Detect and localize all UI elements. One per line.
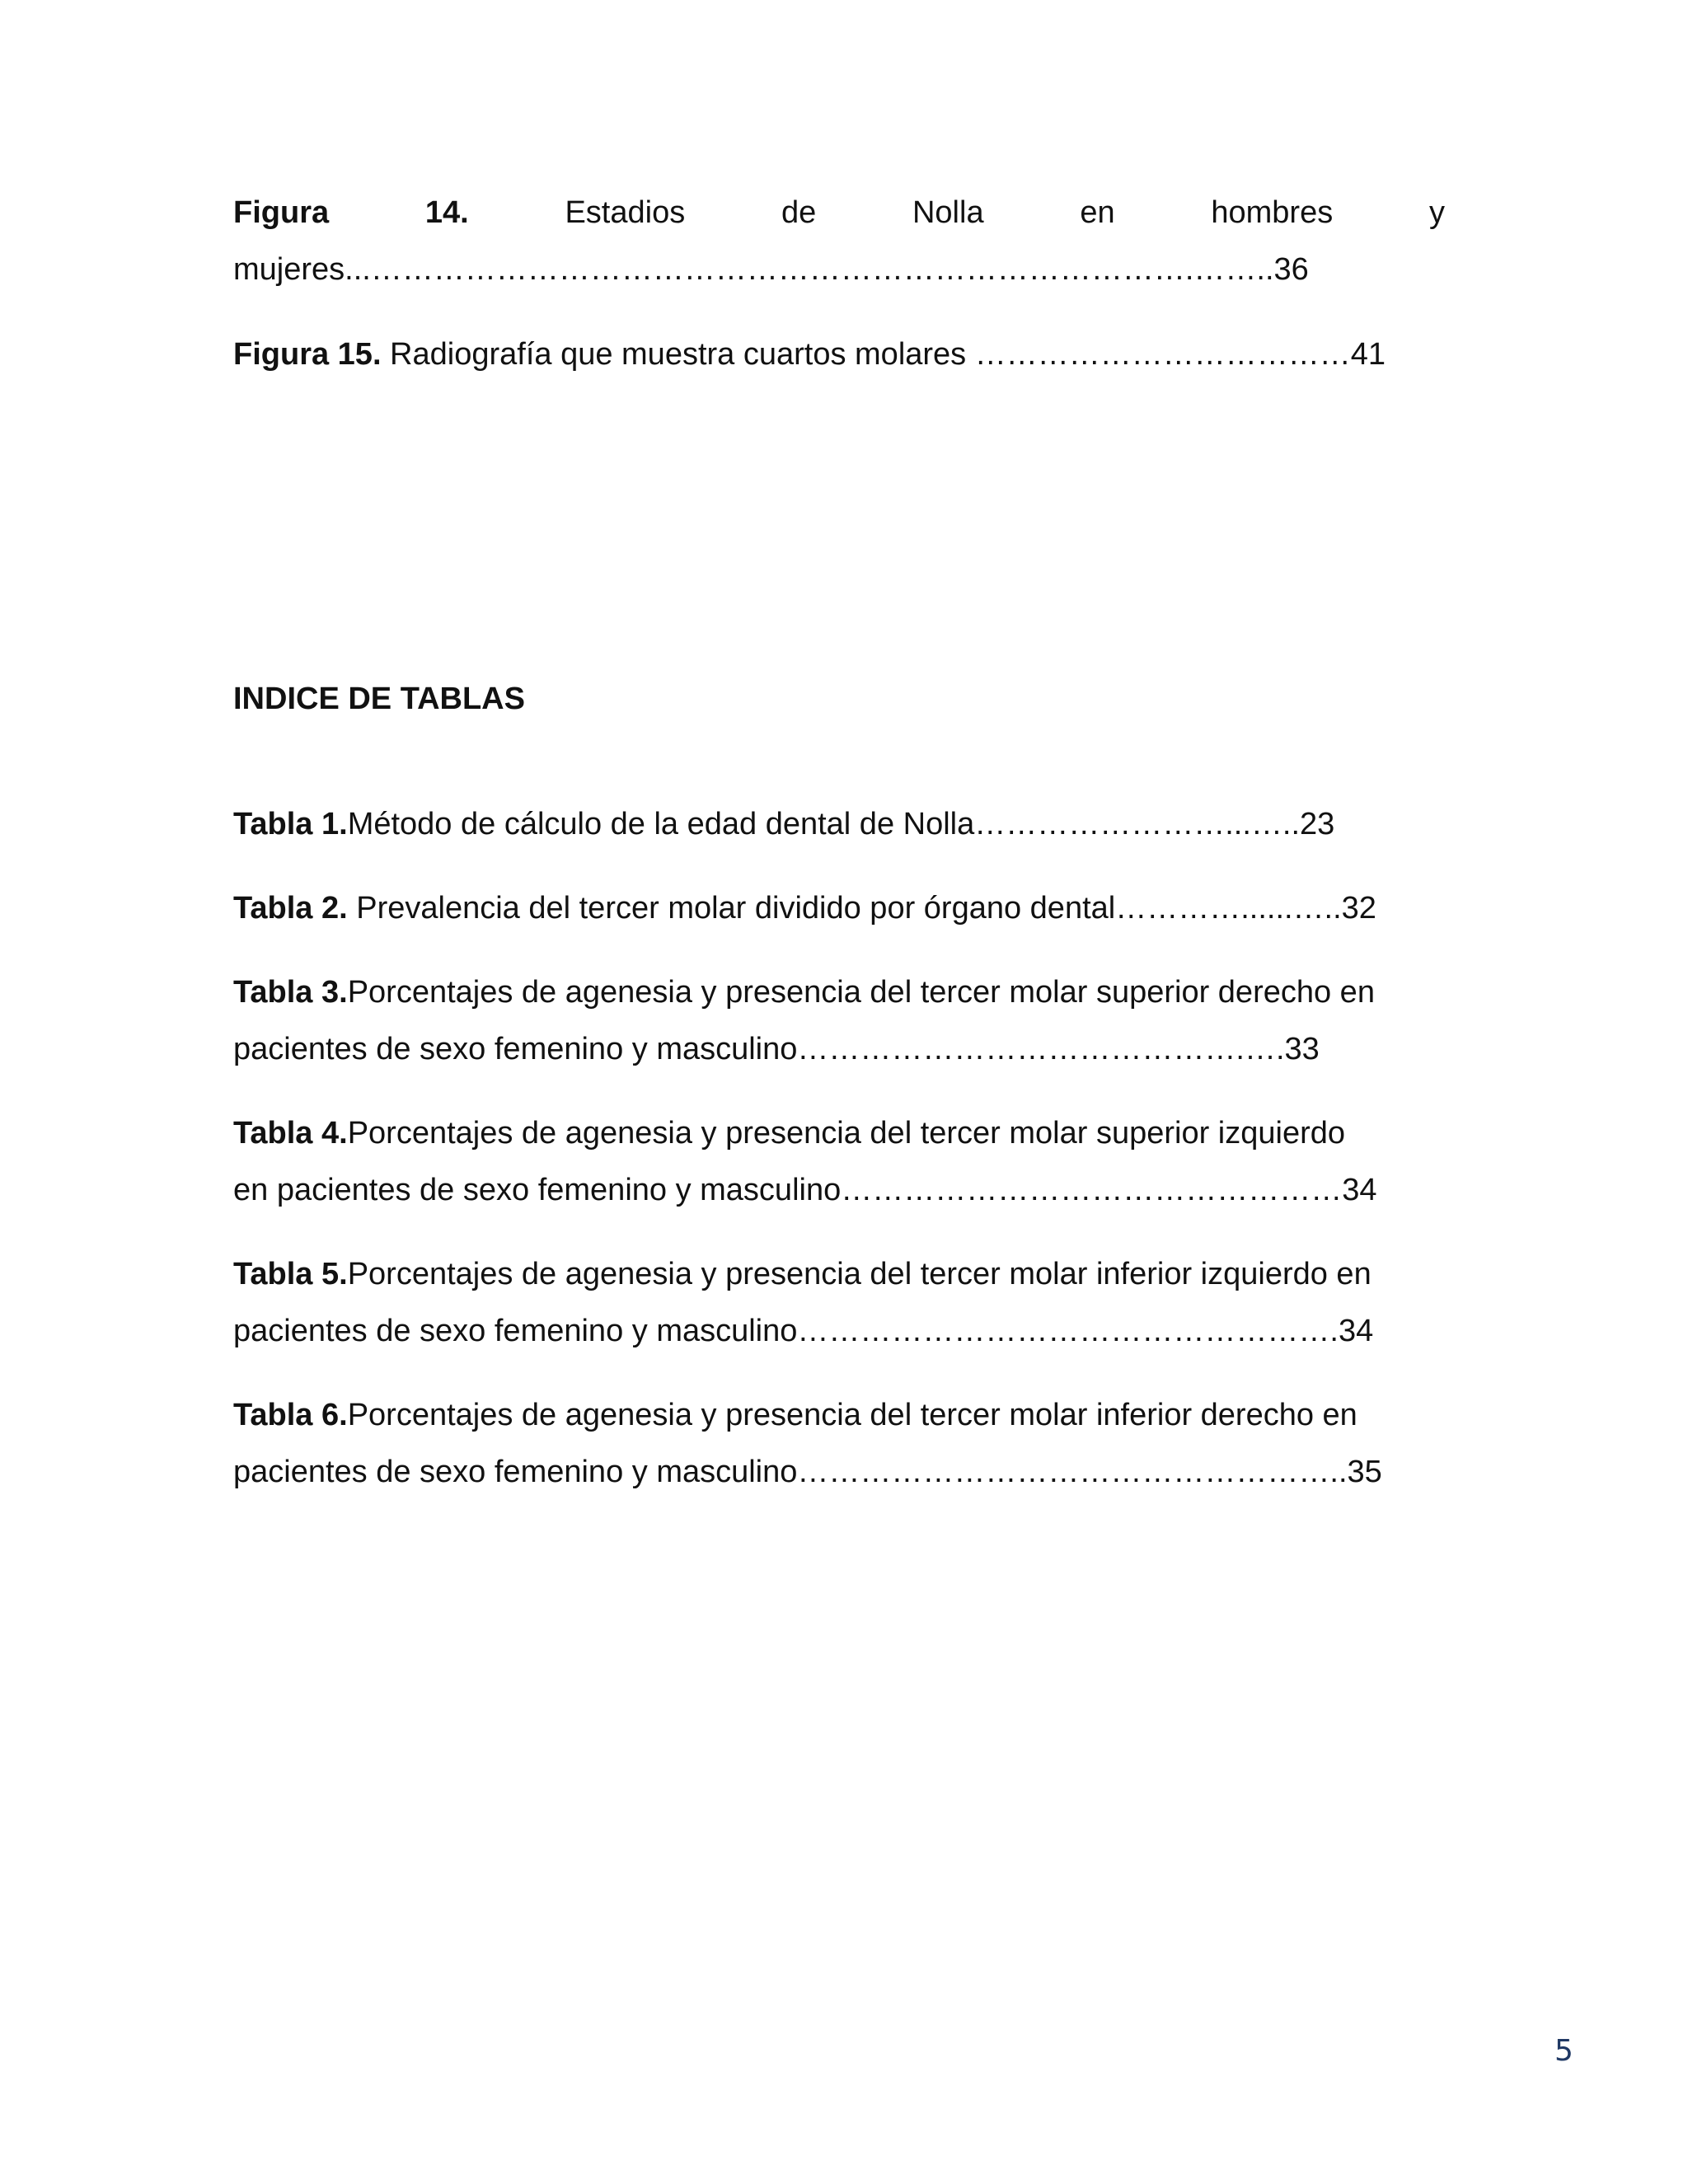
table-3-continuation: pacientes de sexo femenino y masculino…………………………………….….33 (233, 1032, 1320, 1066)
table-2-text: Prevalencia del tercer molar dividido por órgano dental…………......…..32 (347, 891, 1376, 926)
table-6-continuation: pacientes de sexo femenino y masculino……………………………………………..35 (233, 1455, 1382, 1489)
figure-14-word: de (781, 195, 817, 230)
table-4-label: Tabla 4. (233, 1116, 348, 1151)
table-2-label: Tabla 2. (233, 891, 348, 926)
table-6-label: Tabla 6. (233, 1398, 348, 1432)
figure-entry-14 (233, 185, 1445, 298)
table-2-line (233, 880, 1445, 937)
figure-14-word: 14. (424, 195, 469, 230)
figure-14-word: Estadios (565, 195, 686, 230)
table-6-text: Porcentajes de agenesia y presencia del tercer molar inferior derecho en (347, 1398, 1357, 1432)
table-1-text: Método de cálculo de la edad dental de Nolla……………………...…..23 (347, 807, 1335, 841)
table-1-label: Tabla 1. (233, 807, 348, 841)
table-entry-1 (233, 796, 1445, 853)
figure-14-word: hombres (1211, 195, 1334, 230)
tables-index-heading: INDICE DE TABLAS (233, 682, 525, 716)
table-3-first-line (233, 964, 1445, 1021)
table-6-first-line (233, 1387, 1445, 1444)
table-3-text: Porcentajes de agenesia y presencia del tercer molar superior derecho en (347, 975, 1375, 1010)
figure-14-word: Figura (233, 195, 330, 230)
table-entry-2 (233, 880, 1445, 937)
figure-entry-15 (233, 326, 1445, 383)
figure-15-text: Radiografía que muestra cuartos molares ………………………………41 (381, 337, 1386, 372)
figure-15-line (233, 326, 1445, 383)
table-5-continuation: pacientes de sexo femenino y masculino…………………………………………….34 (233, 1314, 1374, 1348)
table-entry-3 (233, 964, 1445, 1078)
table-3-label: Tabla 3. (233, 975, 348, 1010)
figure-14-word: en (1080, 195, 1115, 230)
table-entry-6 (233, 1387, 1445, 1501)
table-5-text: Porcentajes de agenesia y presencia del tercer molar inferior izquierdo en (347, 1257, 1372, 1291)
table-4-text: Porcentajes de agenesia y presencia del tercer molar superior izquierdo (347, 1116, 1346, 1151)
figure-14-word: Nolla (912, 195, 984, 230)
table-5-label: Tabla 5. (233, 1257, 348, 1291)
figure-15-label: Figura 15. (233, 337, 382, 372)
table-5-first-line (233, 1246, 1445, 1303)
table-4-continuation: en pacientes de sexo femenino y masculino…………………………………………34 (233, 1173, 1377, 1207)
table-1-line (233, 796, 1445, 853)
table-entry-4 (233, 1105, 1445, 1219)
table-4-first-line (233, 1105, 1445, 1162)
table-entry-5 (233, 1246, 1445, 1360)
page-number: 5 (1554, 2034, 1573, 2068)
figure-14-continuation: mujeres...…………………………………………………………………….……..36 (233, 252, 1309, 287)
figure-14-first-line (233, 185, 1445, 241)
figure-14-word: y (1428, 195, 1445, 230)
